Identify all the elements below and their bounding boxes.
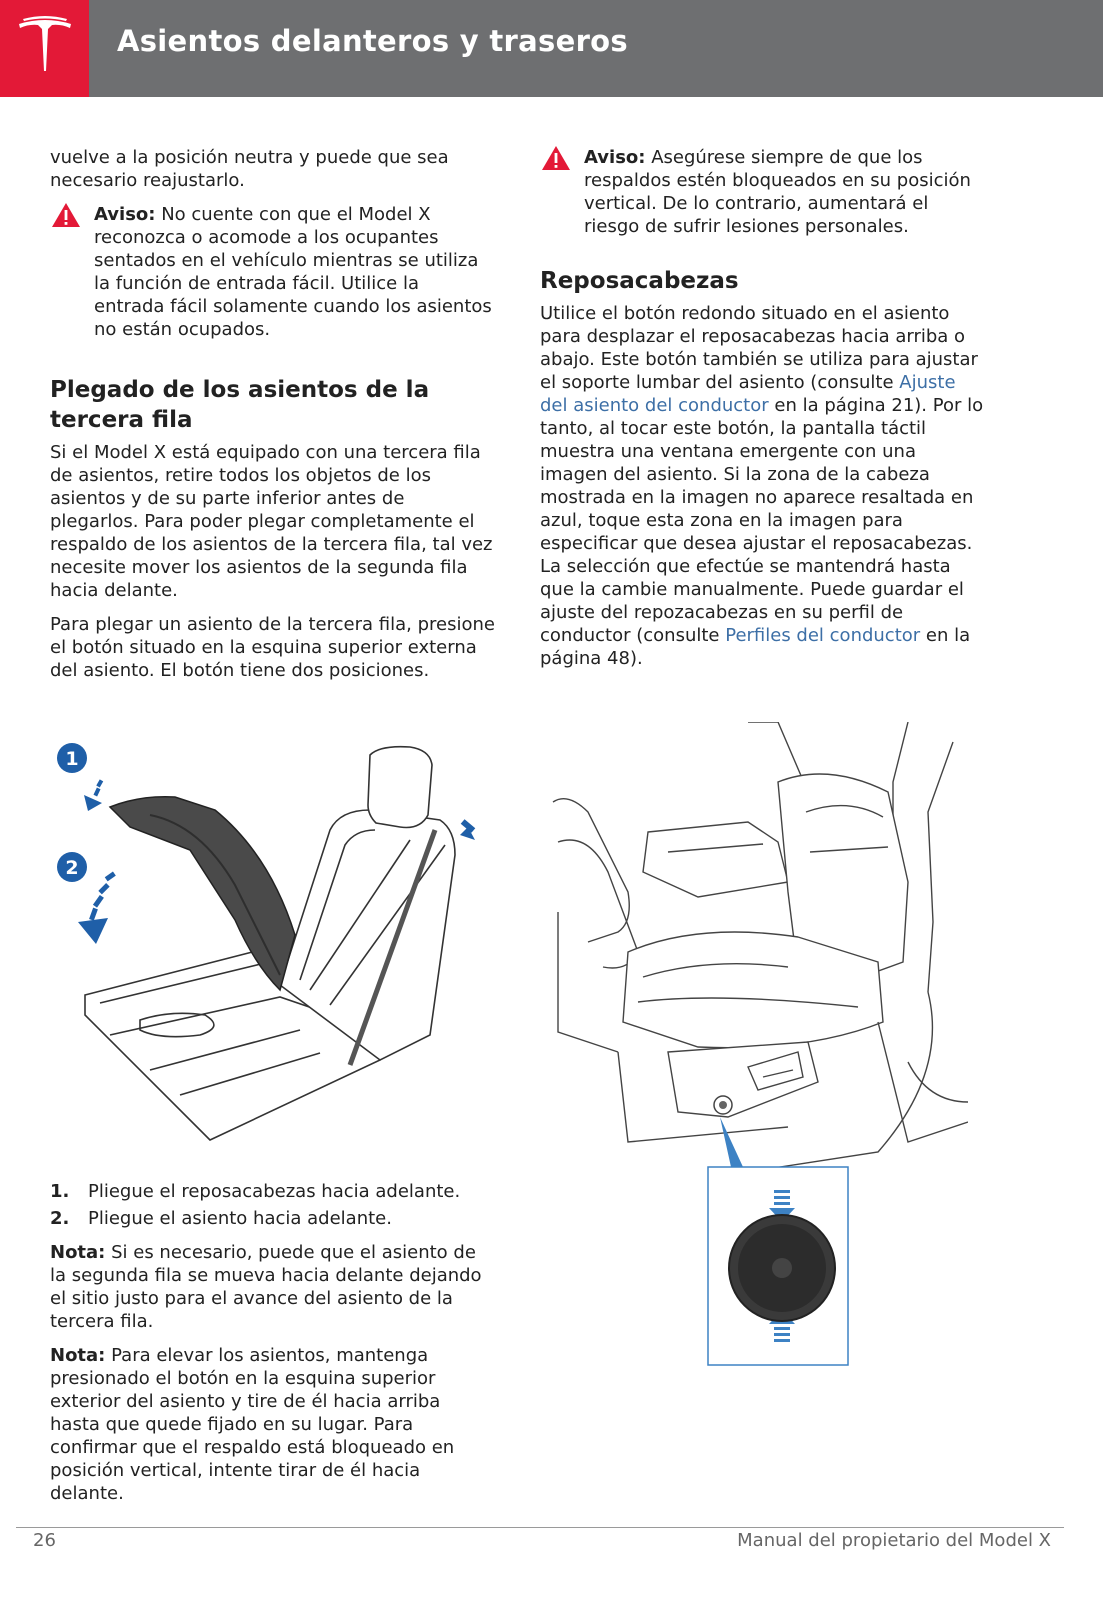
warning-block (50, 203, 495, 341)
headrest-button-illustration (548, 722, 968, 1372)
left-column (50, 146, 495, 693)
note-2: Nota: Para elevar los asientos, mantenga presionado el botón en la esquina superior exterior del asiento y tire de él hacia arriba hasta que quede fijado en su lugar. Para confirmar que el respaldo está bloqueado en posición vertical, intente tirar de él hacia delante. (50, 1345, 455, 1504)
right-column (540, 146, 985, 681)
page-header (0, 0, 1103, 97)
link-driver-seat-adjust[interactable]: Ajuste del asiento del conductor (540, 372, 956, 416)
third-row-seat-fold-illustration (50, 735, 495, 1145)
warning-block (540, 146, 985, 238)
intro-paragraph: vuelve a la posición neutra y puede que sea necesario reajustarlo. (50, 147, 449, 191)
warning-label: Aviso: (94, 204, 156, 225)
headrest-paragraph: Utilice el botón redondo situado en el asiento para desplazar el reposacabezas hacia arriba o abajo. Este botón también se utiliza para ajustar el soporte lumbar del asiento (consulte Ajuste del asiento del conductor en la página 21). Por lo tanto, al tocar este botón, la pantalla táctil muestra una ventana emergente con una imagen del asiento. Si la zona de la cabeza mostrada en la imagen no aparece resaltada en azul, toque esta zona en la imagen para especificar que desea ajustar el reposacabezas. La selección que efectúe se mantendrá hasta que la cambie manualmente. Puede guardar el ajuste del repozacabezas en su perfil de conductor (consulte Perfiles del conductor en la página 48). (540, 303, 984, 669)
manual-title: Manual del propietario del Model X (737, 1530, 1051, 1551)
link-driver-profiles[interactable]: Perfiles del conductor (725, 625, 921, 646)
footer-divider (16, 1527, 1064, 1528)
section-heading-third-row: Plegado de los asientos de la tercera fila (50, 377, 430, 433)
warning-text: No cuente con que el Model X reconozca o acomode a los ocupantes sentados en el vehículo mientras se utiliza la función de entrada fácil. Utilice la entrada fácil solamente cuando los asientos no están ocupados. (94, 204, 492, 340)
fold-steps-list (50, 1180, 495, 1230)
third-row-paragraph-2: Para plegar un asiento de la tercera fila, presione el botón situado en la esquina superior externa del asiento. El botón tiene dos posiciones. (50, 614, 495, 681)
section-heading-headrest: Reposacabezas (540, 268, 739, 294)
warning-triangle-icon (541, 145, 571, 171)
list-item: 2. Pliegue el asiento hacia adelante. (50, 1208, 392, 1229)
left-column-bottom (50, 1180, 495, 1516)
callout-1-label: 1 (65, 748, 79, 770)
list-item: 1. Pliegue el reposacabezas hacia adelante. (50, 1181, 461, 1202)
third-row-paragraph-1: Si el Model X está equipado con una tercera fila de asientos, retire todos los objetos de los asientos y de su parte inferior antes de plegarlos. Para poder plegar completamente el respaldo de los asientos de la tercera fila, tal vez necesite mover los asientos de la segunda fila hacia delante. (50, 442, 493, 601)
warning-text: Asegúrese siempre de que los respaldos estén bloqueados en su posición vertical. De lo contrario, aumentará el riesgo de sufrir lesiones personales. (584, 147, 971, 237)
note-1: Nota: Si es necesario, puede que el asiento de la segunda fila se mueva hacia delante dejando el sitio justo para el avance del asiento de la tercera fila. (50, 1242, 482, 1332)
tesla-logo (0, 0, 89, 97)
page-number: 26 (33, 1530, 56, 1551)
page-title: Asientos delanteros y traseros (117, 24, 628, 58)
callout-2-label: 2 (65, 857, 79, 879)
warning-label: Aviso: (584, 147, 646, 168)
tesla-t-icon (15, 15, 75, 75)
warning-triangle-icon (51, 202, 81, 228)
